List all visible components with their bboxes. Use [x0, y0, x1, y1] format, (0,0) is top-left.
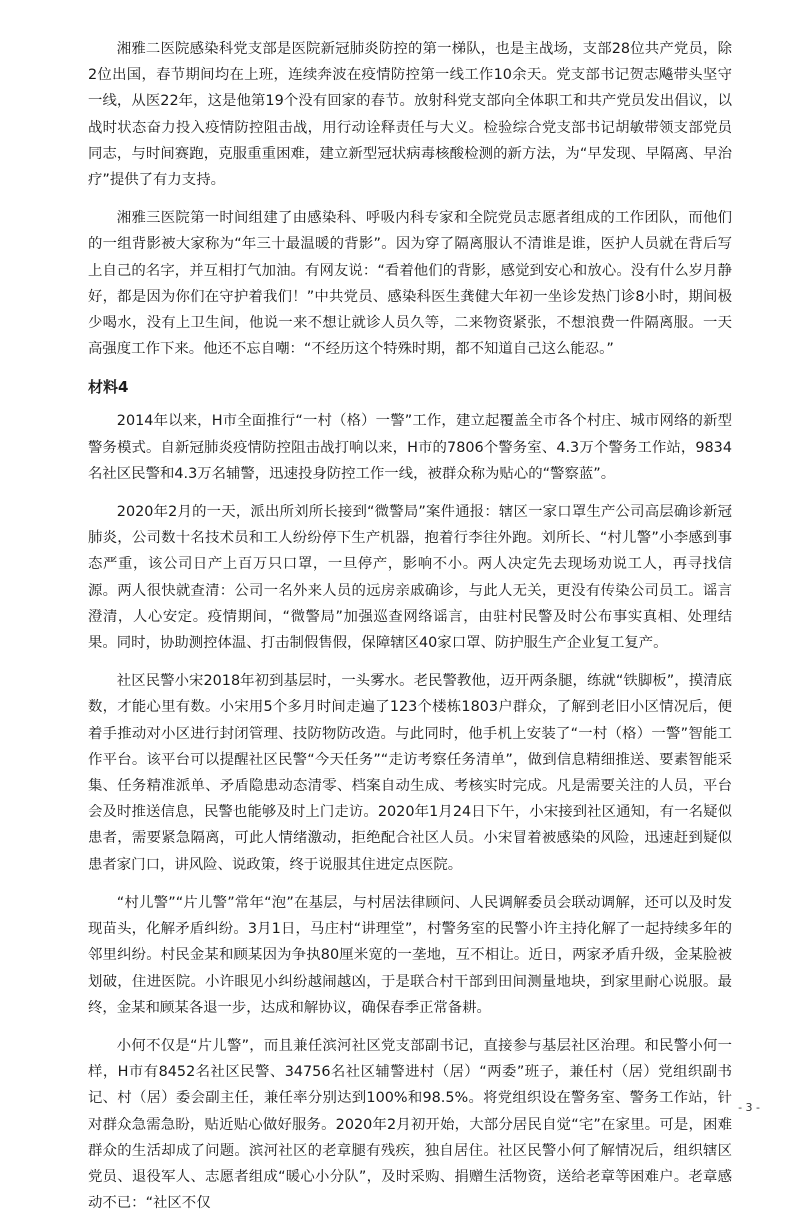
paragraph-officer-he: 小何不仅是“片儿警”，而且兼任滨河社区党支部副书记，直接参与基层社区治理。和民警小何一样，H市有8452名社区民警、34756名社区辅警进村（居）“两委”班子，兼任村（居）党组织副书记、村（居）委会副主任，兼任率分别达到100%和98.5%。将党组织设在警务室、警务工作站，针对群众急需急盼，贴近贴心做好服务。2020年2月初开始，大部分居民自觉“宅”在家里。可是，困难群众的生活却成了问题。滨河社区的老章腿有残疾，独自居住。社区民警小何了解情况后，组织辖区党员、退役军人、志愿者组成“暖心小分队”，及时采购、捐赠生活物资，送给老章等困难户。老章感动不已：“社区不仅: [88, 1037, 732, 1212]
document-page: [88, 36, 732, 1228]
page-number: - 3 -: [738, 1101, 760, 1114]
paragraph-policing-model: 2014年以来，H市全面推行“一村（格）一警”工作，建立起覆盖全市各个村庄、城市网络的新型警务模式。自新冠肺炎疫情防控阻击战打响以来，H市的7806个警务室、4.3万个警务工作站，9834名社区民警和4.3万名辅警，迅速投身防控工作一线，被群众称为贴心的“警察蓝”。: [88, 413, 732, 482]
paragraph-dispute-mediation: “村儿警”“片儿警”常年“泡”在基层，与村居法律顾问、人民调解委员会联动调解，还可以及时发现苗头，化解矛盾纠纷。3月1日，马庄村“讲理堂”，村警务室的民警小许主持化解了一起持续多年的邻里纠纷。村民金某和顾某因为争执80厘米宽的一垄地，互不相让。近日，两家矛盾升级，金某脸被划破，住进医院。小许眼见小纠纷越闹越凶，于是联合村干部到田间测量地块，到家里耐心说服。最终，金某和顾某各退一步，达成和解协议，确保春季正常备耕。: [88, 894, 732, 1016]
section-heading: 材料4: [88, 378, 129, 397]
paragraph-mask-factory: 2020年2月的一天，派出所刘所长接到“微警局”案件通报：辖区一家口罩生产公司高层确诊新冠肺炎，公司数十名技术员和工人纷纷停下生产机器，抱着行李往外跑。刘所长、“村儿警”小李感到事态严重，该公司日产上百万只口罩，一旦停产，影响不小。两人决定先去现场劝说工人，再寻找信源。两人很快就查清：公司一名外来人员的远房亲戚确诊，与此人无关，更没有传染公司员工。谣言澄清，人心安定。疫情期间，“微警局”加强巡查网络谣言，由驻村民警及时公布事实真相、处理结果。同时，协助测控体温、打击制假售假，保障辖区40家口罩、防护服生产企业复工复产。: [88, 504, 732, 652]
paragraph-officer-song: 社区民警小宋2018年初到基层时，一头雾水。老民警教他，迈开两条腿，练就“铁脚板”，摸清底数，才能心里有数。小宋用5个多月时间走遍了123个楼栋1803户群众，了解到老旧小区情况后，便着手推动对小区进行封闭管理、技防物防改造。与此同时，他手机上安装了“一村（格）一警”智能工作平台。该平台可以提醒社区民警“今天任务”“走访考察任务清单”，做到信息精细推送、要素智能采集、任务精准派单、矛盾隐患动态清零、档案自动生成、考核实时完成。凡是需要关注的人员，平台会及时推送信息，民警也能够及时上门走访。2020年1月24日下午，小宋接到社区通知，有一名疑似患者，需要紧急隔离，可此人情绪激动，拒绝配合社区人员。小宋冒着被感染的风险，迅速赶到疑似患者家门口，讲风险、说政策，终于说服其住进定点医院。: [88, 673, 732, 873]
paragraph-xiangya2: 湘雅二医院感染科党支部是医院新冠肺炎防控的第一梯队，也是主战场，支部28位共产党员，除2位出国，春节期间均在上班，连续奔波在疫情防控第一线工作10余天。党支部书记贺志飚带头坚守一线，从医22年，这是他第19个没有回家的春节。放射科党支部向全体职工和共产党员发出倡议，以战时状态奋力投入疫情防控阻击战，用行动诠释责任与大义。检验综合党支部书记胡敏带领支部党员同志，与时间赛跑，克服重重困难，建立新型冠状病毒核酸检测的新方法，为“早发现、早隔离、早治疗”提供了有力支持。: [88, 41, 732, 189]
paragraph-xiangya3: 湘雅三医院第一时间组建了由感染科、呼吸内科专家和全院党员志愿者组成的工作团队，而他们的一组背影被大家称为“年三十最温暖的背影”。因为穿了隔离服认不清谁是谁，医护人员就在背后写上自己的名字，并互相打气加油。有网友说：“看着他们的背影，感觉到安心和放心。没有什么岁月静好，都是因为你们在守护着我们！”中共党员、感染科医生龚健大年初一坐诊发热门诊8小时，期间极少喝水，没有上卫生间，他说一来不想让就诊人员久等，二来物资紧张，不想浪费一件隔离服。一天高强度工作下来。他还不忘自嘲：“不经历这个特殊时期，都不知道自己这么能忍。”: [88, 210, 732, 358]
